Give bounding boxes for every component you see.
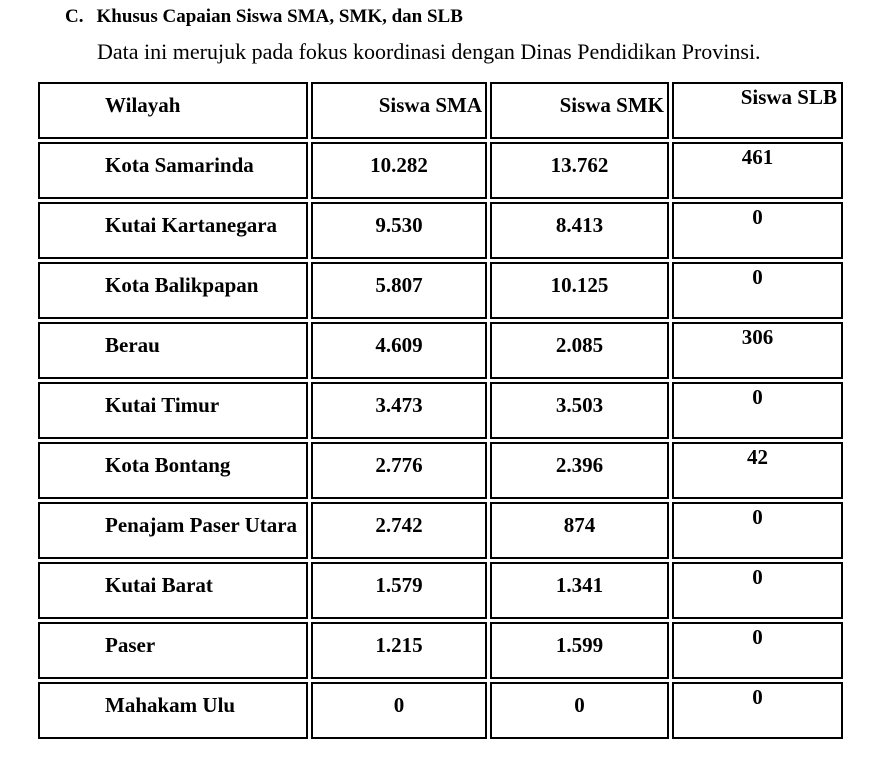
cell-wilayah: Kota Bontang [38,442,308,499]
cell-siswa-smk: 10.125 [490,262,669,319]
cell-siswa-slb: 0 [672,382,843,439]
cell-wilayah: Kota Samarinda [38,142,308,199]
table-row [38,562,843,619]
table-row [38,262,843,319]
section-label: C. [65,6,84,27]
cell-siswa-smk: 0 [490,682,669,739]
table-row [38,622,843,679]
cell-siswa-smk: 1.599 [490,622,669,679]
cell-siswa-smk: 1.341 [490,562,669,619]
cell-siswa-sma: 5.807 [311,262,487,319]
cell-wilayah: Kutai Kartanegara [38,202,308,259]
cell-siswa-sma: 3.473 [311,382,487,439]
table-row [38,322,843,379]
cell-wilayah: Mahakam Ulu [38,682,308,739]
siswa-table [35,79,846,742]
table-row [38,382,843,439]
cell-siswa-sma: 0 [311,682,487,739]
cell-siswa-sma: 10.282 [311,142,487,199]
table-row [38,682,843,739]
cell-siswa-slb: 42 [672,442,843,499]
section-title: Khusus Capaian Siswa SMA, SMK, dan SLB [96,6,463,27]
cell-siswa-slb: 0 [672,502,843,559]
cell-siswa-slb: 306 [672,322,843,379]
section-heading [65,6,463,29]
cell-siswa-smk: 2.085 [490,322,669,379]
table-row [38,142,843,199]
cell-siswa-sma: 9.530 [311,202,487,259]
column-header-siswa-smk: Siswa SMK [490,82,669,139]
cell-siswa-slb: 461 [672,142,843,199]
cell-siswa-slb: 0 [672,622,843,679]
table-row [38,442,843,499]
cell-siswa-smk: 13.762 [490,142,669,199]
column-header-siswa-sma: Siswa SMA [311,82,487,139]
column-header-siswa-slb: Siswa SLB [672,82,843,139]
cell-siswa-sma: 1.215 [311,622,487,679]
cell-siswa-sma: 1.579 [311,562,487,619]
cell-wilayah: Kutai Timur [38,382,308,439]
cell-siswa-smk: 2.396 [490,442,669,499]
cell-wilayah: Penajam Paser Utara [38,502,308,559]
table-row [38,202,843,259]
cell-siswa-smk: 3.503 [490,382,669,439]
cell-siswa-slb: 0 [672,682,843,739]
header-row [38,82,843,139]
cell-siswa-sma: 2.742 [311,502,487,559]
column-header-wilayah: Wilayah [38,82,308,139]
cell-wilayah: Paser [38,622,308,679]
cell-wilayah: Kutai Barat [38,562,308,619]
table-row [38,502,843,559]
cell-siswa-sma: 4.609 [311,322,487,379]
cell-siswa-smk: 8.413 [490,202,669,259]
cell-wilayah: Kota Balikpapan [38,262,308,319]
cell-siswa-sma: 2.776 [311,442,487,499]
section-subtitle: Data ini merujuk pada fokus koordinasi dengan Dinas Pendidikan Provinsi. [97,39,761,64]
cell-siswa-slb: 0 [672,202,843,259]
cell-siswa-slb: 0 [672,562,843,619]
cell-siswa-smk: 874 [490,502,669,559]
cell-wilayah: Berau [38,322,308,379]
cell-siswa-slb: 0 [672,262,843,319]
